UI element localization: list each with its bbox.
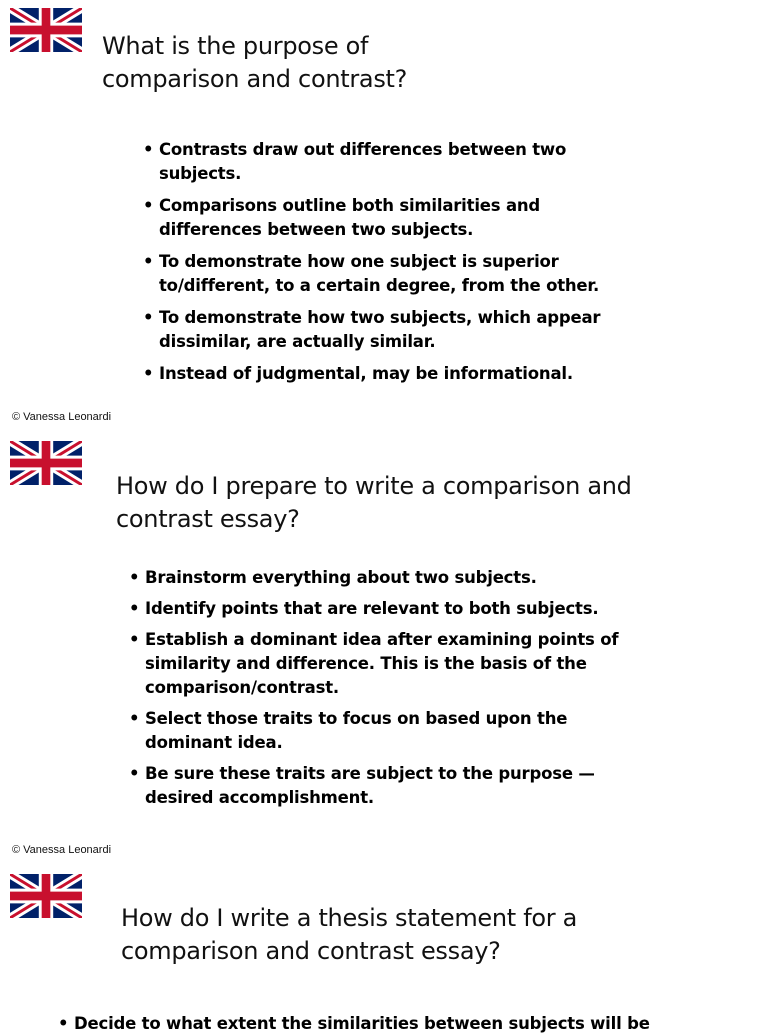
bullet-item: • Select those traits to focus on based upon the dominant idea. bbox=[129, 707, 639, 755]
bullet-item: • Establish a dominant idea after examining points of similarity and difference. This is the basis of the comparison/contrast. bbox=[129, 628, 639, 700]
bullet-list bbox=[143, 138, 618, 386]
bullet-item: • Instead of judgmental, may be informational. bbox=[143, 362, 618, 386]
uk-flag-icon bbox=[10, 8, 82, 52]
slide-title: How do I write a thesis statement for a comparison and contrast essay? bbox=[121, 904, 578, 965]
bullet-item: • Comparisons outline both similarities and differences between two subjects. bbox=[143, 194, 618, 242]
copyright-text: © Vanessa Leonardi bbox=[12, 844, 112, 856]
slide-title: How do I prepare to write a comparison and contrast essay? bbox=[116, 472, 632, 533]
slide-title: What is the purpose of comparison and contrast? bbox=[102, 32, 408, 93]
copyright-text: © Vanessa Leonardi bbox=[12, 411, 112, 423]
slide-1 bbox=[0, 0, 768, 432]
bullet-item: • Brainstorm everything about two subjects. bbox=[129, 566, 639, 590]
bullet-list bbox=[58, 1012, 758, 1036]
bullet-item: • Decide to what extent the similarities between subjects will be bbox=[58, 1012, 758, 1036]
bullet-item: • Identify points that are relevant to both subjects. bbox=[129, 597, 639, 621]
bullet-item: • To demonstrate how one subject is superior to/different, to a certain degree, from the other. bbox=[143, 250, 618, 298]
uk-flag-icon bbox=[10, 874, 82, 918]
bullet-item: • Contrasts draw out differences between two subjects. bbox=[143, 138, 618, 186]
slide-2 bbox=[0, 432, 768, 864]
slide-3 bbox=[0, 864, 768, 1033]
bullet-list bbox=[129, 566, 639, 810]
bullet-item: • To demonstrate how two subjects, which appear dissimilar, are actually similar. bbox=[143, 306, 618, 354]
bullet-item: • Be sure these traits are subject to the purpose — desired accomplishment. bbox=[129, 762, 639, 810]
uk-flag-icon bbox=[10, 441, 82, 485]
